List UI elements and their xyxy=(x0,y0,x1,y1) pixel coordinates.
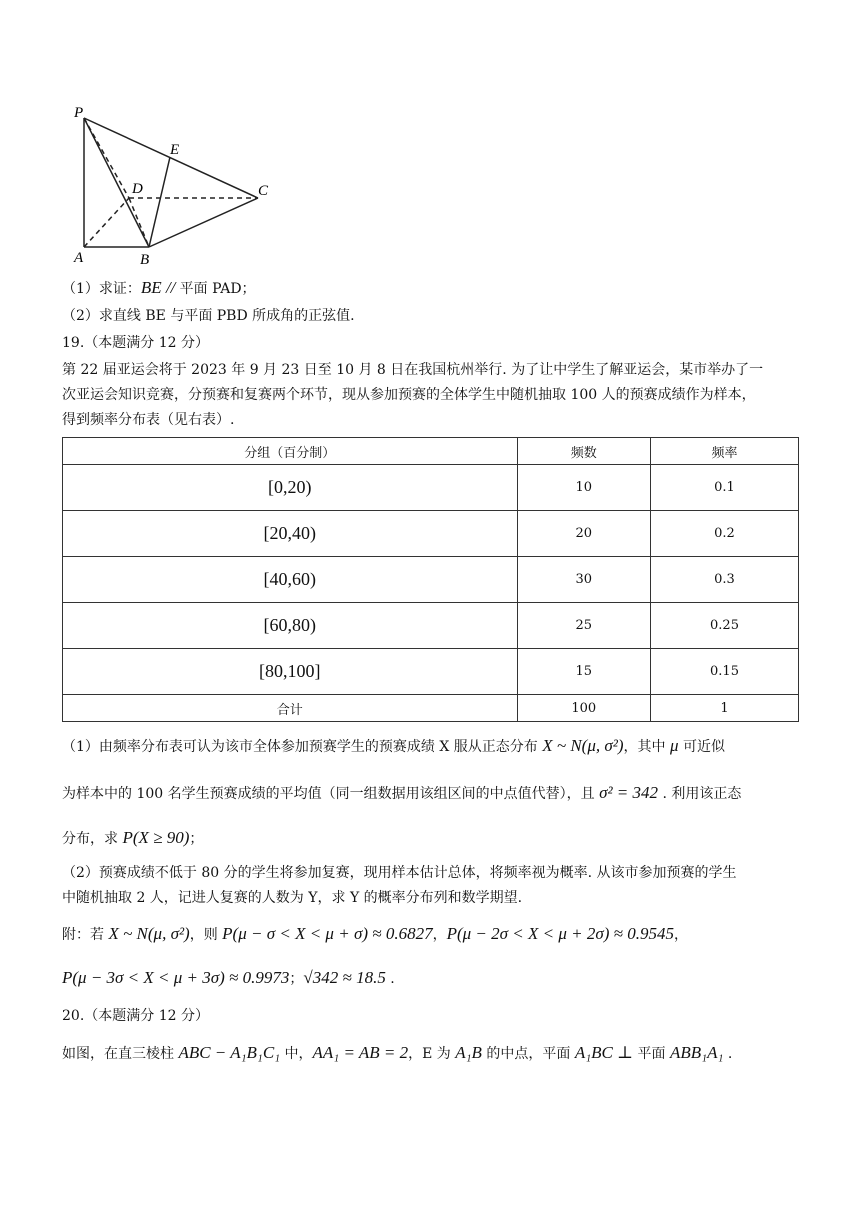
q18-part2: （2）求直线 BE 与平面 PBD 所成角的正弦值. xyxy=(62,308,355,324)
freq-cell: 0.15 xyxy=(651,649,799,695)
group-cell: [0,20) xyxy=(63,465,518,511)
edge-bc xyxy=(149,198,258,247)
total-freq-cell: 1 xyxy=(651,695,799,722)
q19-heading: 19.（本题满分 12 分） xyxy=(62,335,209,351)
q19-intro-2: 次亚运会知识竞赛，分预赛和复赛两个环节，现从参加预赛的全体学生中随机抽取 100 人的预赛成绩作为样本， xyxy=(62,387,756,403)
table-row xyxy=(63,557,799,603)
count-cell: 30 xyxy=(517,557,650,603)
q19-part2-line2: 中随机抽取 2 人，记进人复赛的人数为 Y，求 Y 的概率分布列和数学期望. xyxy=(62,890,523,906)
q19-intro-1: 第 22 届亚运会将于 2023 年 9 月 23 日至 10 月 8 日在我国杭州举行. 为了让中学生了解亚运会，某市举办了一 xyxy=(62,362,764,378)
q19-note-line2: P(μ − 3σ < X < μ + 3σ) ≈ 0.9973；√342 ≈ 18.5 . xyxy=(62,968,395,987)
freq-cell: 0.1 xyxy=(651,465,799,511)
count-cell: 25 xyxy=(517,603,650,649)
q19-part2-line1: （2）预赛成绩不低于 80 分的学生将参加复赛，现用样本估计总体，将频率视为概率. 从该市参加预赛的学生 xyxy=(62,865,737,881)
q18-part1: （1）求证：BE // 平面 PAD； xyxy=(62,278,256,297)
table-header-row xyxy=(63,438,799,465)
edge-pd xyxy=(84,118,129,198)
pyramid-figure xyxy=(62,100,282,270)
header-frequency: 频率 xyxy=(651,438,799,465)
count-cell: 15 xyxy=(517,649,650,695)
q19-part1-line3: 分布，求 P(X ≥ 90)； xyxy=(62,828,204,847)
q20-heading: 20.（本题满分 12 分） xyxy=(62,1008,209,1024)
label-d: D xyxy=(132,181,143,197)
group-cell: [60,80) xyxy=(63,603,518,649)
count-cell: 20 xyxy=(517,511,650,557)
q19-intro-3: 得到频率分布表（见右表）. xyxy=(62,412,235,428)
group-cell: [40,60) xyxy=(63,557,518,603)
label-e: E xyxy=(170,142,180,158)
label-b: B xyxy=(140,252,150,268)
header-count: 频数 xyxy=(517,438,650,465)
q19-part1-line1: （1）由频率分布表可认为该市全体参加预赛学生的预赛成绩 X 服从正态分布 X ~ N(μ, σ²)，其中 μ 可近似 xyxy=(62,736,725,755)
group-cell: [20,40) xyxy=(63,511,518,557)
table-row xyxy=(63,465,799,511)
table-total-row xyxy=(63,695,799,722)
frequency-table xyxy=(62,437,799,722)
total-count-cell: 100 xyxy=(517,695,650,722)
q19-note-line1: 附：若 X ~ N(μ, σ²)，则 P(μ − σ < X < μ + σ) ≈ 0.6827，P(μ − 2σ < X < μ + 2σ) ≈ 0.9545， xyxy=(62,924,688,943)
edge-ad xyxy=(84,198,129,247)
table-row xyxy=(63,511,799,557)
label-p: P xyxy=(74,105,84,121)
header-group: 分组（百分制） xyxy=(63,438,518,465)
freq-cell: 0.3 xyxy=(651,557,799,603)
edge-pc xyxy=(84,118,258,198)
label-c: C xyxy=(258,183,269,199)
edge-be xyxy=(149,157,170,247)
table-row xyxy=(63,649,799,695)
total-label-cell: 合计 xyxy=(63,695,518,722)
q20-line1: 如图，在直三棱柱 ABC − A₁B₁C₁ 中，AA₁ = AB = 2，E 为 A₁B 的中点，平面 A₁BC ⊥ 平面 ABB₁A₁ . xyxy=(62,1043,733,1062)
count-cell: 10 xyxy=(517,465,650,511)
table-row xyxy=(63,603,799,649)
q19-part1-line2: 为样本中的 100 名学生预赛成绩的平均值（同一组数据用该组区间的中点值代替），且 σ² = 342 . 利用该正态 xyxy=(62,783,742,802)
freq-cell: 0.25 xyxy=(651,603,799,649)
freq-cell: 0.2 xyxy=(651,511,799,557)
label-a: A xyxy=(74,250,84,266)
group-cell: [80,100] xyxy=(63,649,518,695)
